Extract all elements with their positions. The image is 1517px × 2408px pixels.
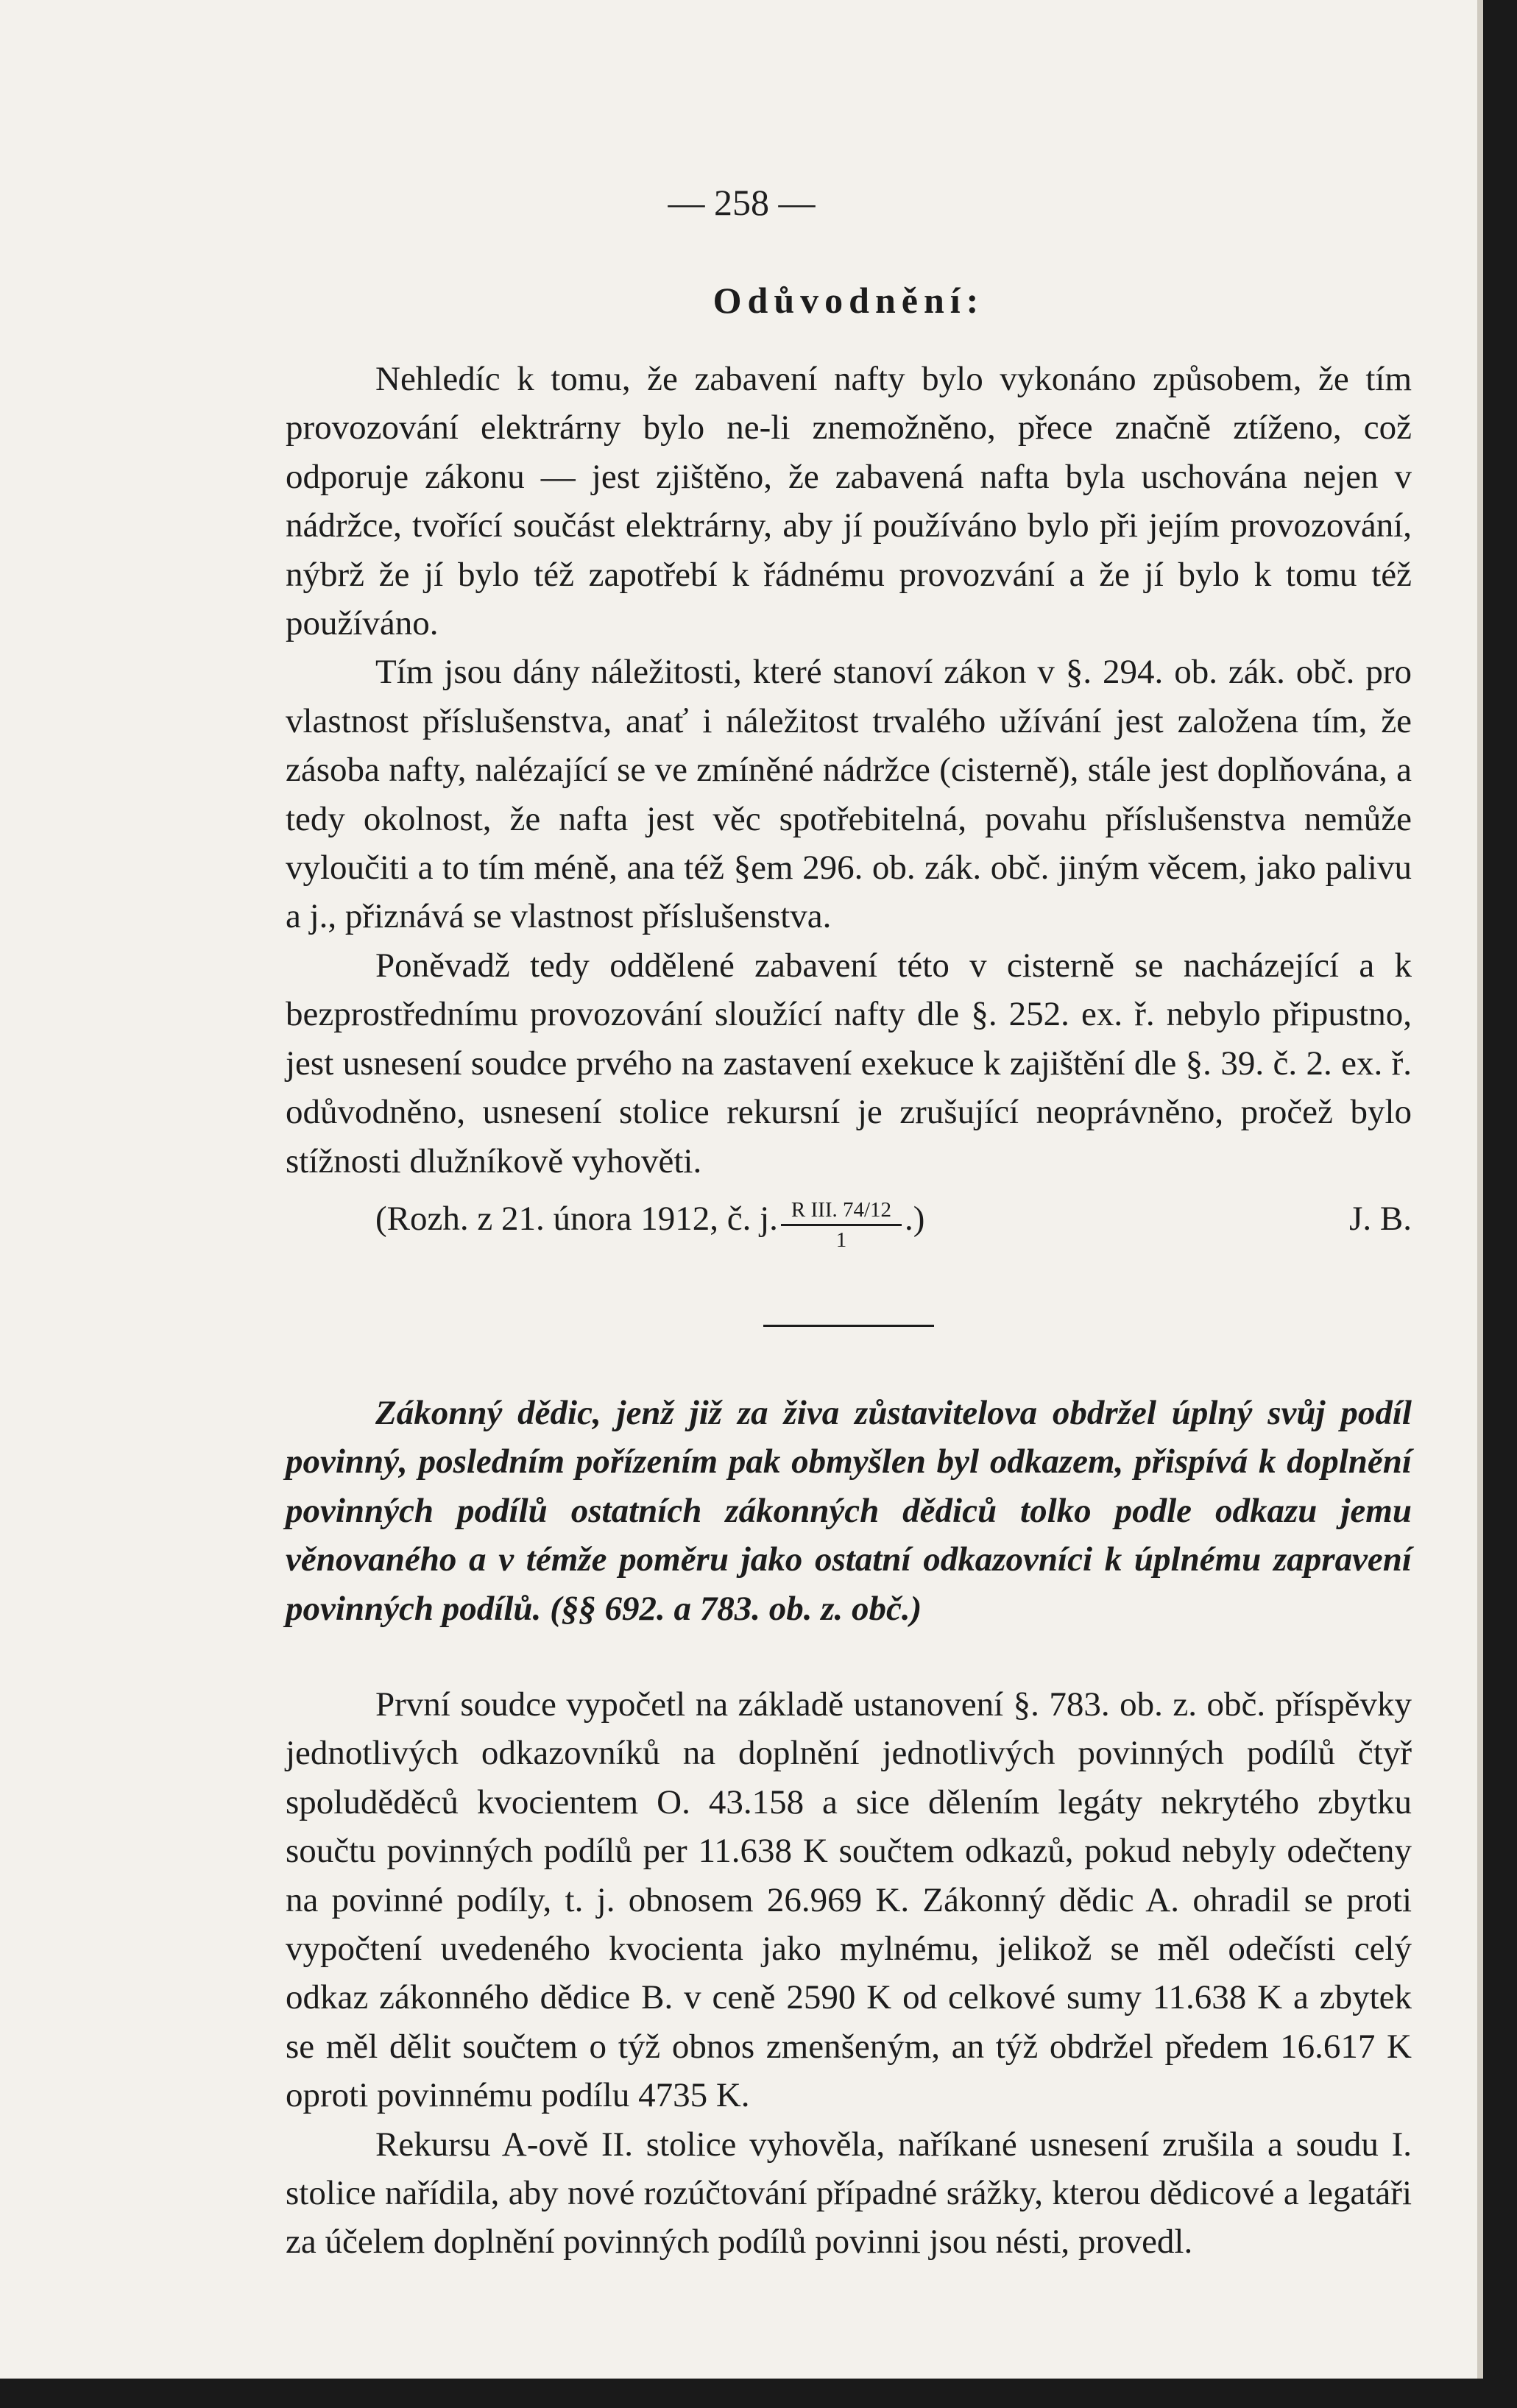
citation-prefix: (Rozh. z 21. února 1912, č. j. — [375, 1199, 778, 1238]
page-number: — 258 — — [668, 182, 816, 223]
case-number-fraction — [781, 1199, 902, 1251]
fraction-denominator: 1 — [835, 1228, 847, 1252]
section-divider — [763, 1325, 934, 1327]
citation-suffix: .) — [905, 1199, 925, 1238]
paragraph: První soudce vypočetl na základě ustanovení §. 783. ob. z. obč. příspěvky jednotlivých odkazovníků na doplnění jednotlivých povinných podílů čtyř spoluděděců kvocientem O. 43.158 a sice dělením legáty nekrytého zbytku součtu povinných podílů per 11.638 K součtem odkazů, pokud nebyly odečteny na povinné podíly, t. j. obnosem 26.969 K. Zákonný dědic A. ohradil se proti vypočtení uvedeného kvocienta jako mylnému, jelikož se měl odečísti celý odkaz zákonného dědice B. v ceně 2590 K od celkové sumy 11.638 K a zbytek se měl dělit součtem o týž obnos zmenšeným, an týž obdržel předem 16.617 K oproti povinnému podílu 4735 K. — [286, 1685, 1412, 2115]
paragraph: Tím jsou dány náležitosti, které stanoví zákon v §. 294. ob. zák. obč. pro vlastnost příslušenstva, anať i náležitost trvalého užívání jest založena tím, že zásoba nafty, nalézající se ve zmíněné nádržce (cisterně), stále jest doplňována, a tedy okolnost, že nafta jest věc spotřebitelná, povahu příslušenstva nemůže vyloučiti a to tím méně, ana též §em 296. ob. zák. obč. jiným věcem, jako palivu a j., přiznává se vlastnost příslušenstva. — [286, 653, 1412, 936]
case-summary: Zákonný dědic, jenž již za živa zůstavitelova obdržel úplný svůj podíl povinný, posledním pořízením pak obmyšlen byl odkazem, přispívá k doplnění povinných podílů ostatních zákonných dědiců tolko podle odkazu jemu věnovaného a v témže poměru jako ostatní odkazovníci k úplnému zapravení povinných podílů. (§§ 692. a 783. ob. z. obč.) — [286, 1393, 1412, 1628]
paragraph: Nehledíc k tomu, že zabavení nafty bylo vykonáno způsobem, že tím provozování elektrárny bylo ne-li znemožněno, přece značně ztíženo, což odporuje zákonu — jest zjištěno, že zabavená nafta byla uschována nejen v nádržce, tvořící součást elektrárny, aby jí používáno bylo při jejím provozování, nýbrž že jí bylo též zapotřebí k řádnému provozvání a že jí bylo k tomu též používáno. — [286, 360, 1412, 643]
section-heading: Odůvodnění: — [712, 280, 985, 321]
paragraph: Rekursu A-ově II. stolice vyhověla, naříkané usnesení zrušila a soudu I. stolice nařídila, aby nové rozúčtování případné srážky, kterou dědicové a legatáři za účelem doplnění povinných podílů povinni jsou nésti, provedl. — [286, 2125, 1412, 2262]
paragraph: Poněvadž tedy oddělené zabavení této v cisterně se nacházející a k bezprostřednímu provozování sloužící nafty dle §. 252. ex. ř. nebylo připustno, jest usnesení soudce prvého na zastavení exekuce k zajištění dle §. 39. č. 2. ex. ř. odůvodněno, usnesení stolice rekursní je zrušující neoprávněno, pročež bylo stížnosti dlužníkově vyhověti. — [286, 946, 1412, 1180]
citation-line — [286, 1194, 1412, 1264]
text-body — [286, 280, 1412, 2267]
author-initials: J. B. — [1349, 1199, 1412, 1238]
fraction-numerator: R III. 74/12 — [781, 1199, 902, 1226]
citation-reference — [375, 1194, 924, 1264]
